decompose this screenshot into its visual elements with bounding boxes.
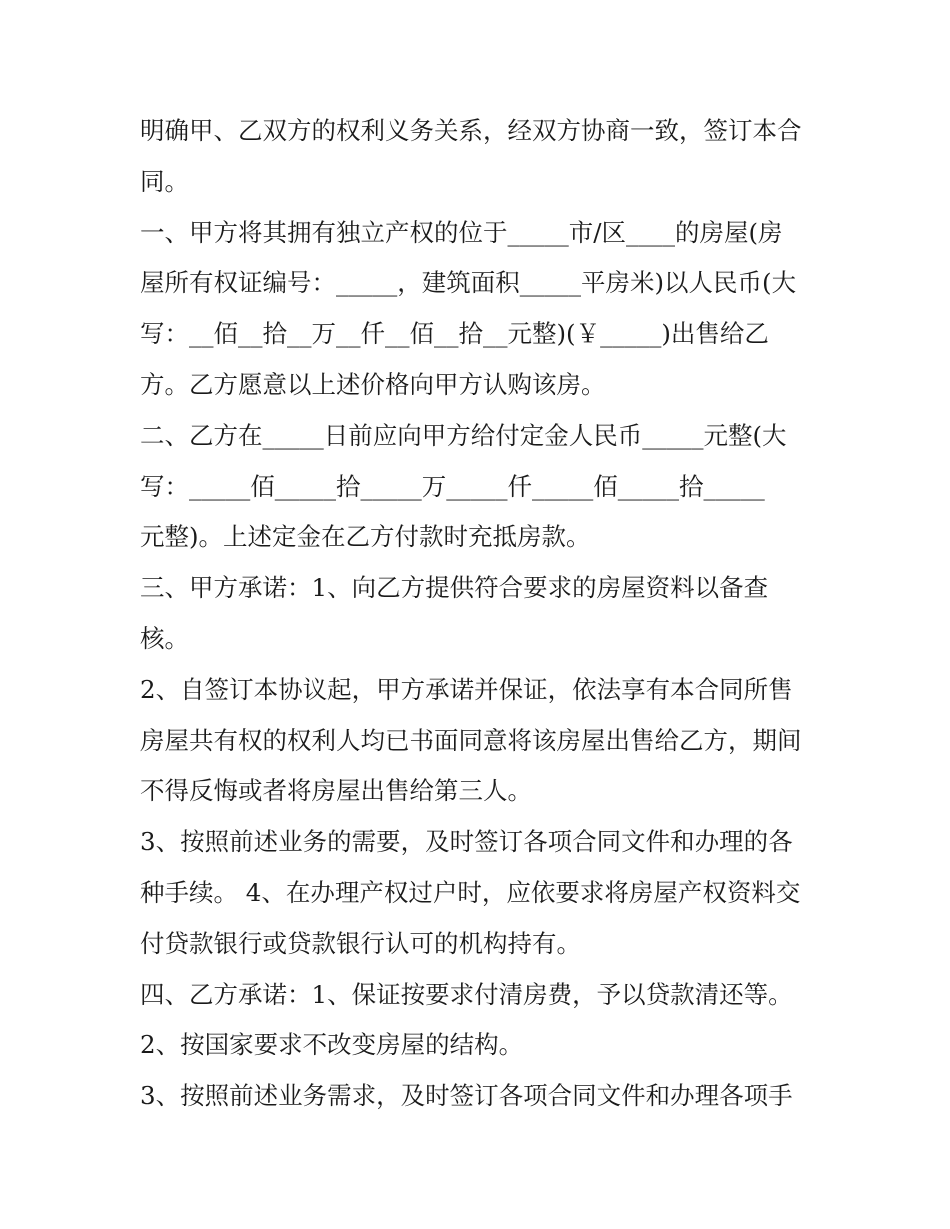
text-line: 2、按国家要求不改变房屋的结构。 xyxy=(140,1030,524,1060)
text-line: 二、乙方在_____日前应向甲方给付定金人民币_____元整(大 xyxy=(140,420,787,450)
contract-body xyxy=(140,106,812,1122)
text-line: 元整)。上述定金在乙方付款时充抵房款。 xyxy=(140,522,591,552)
text-line: 种手续。 4、在办理产权过户时，应依要求将房屋产权资料交 xyxy=(140,877,801,907)
text-line: 方。乙方愿意以上述价格向甲方认购该房。 xyxy=(140,369,606,399)
text-line: 三、甲方承诺：1、向乙方提供符合要求的房屋资料以备查 xyxy=(140,573,769,603)
text-line: 3、按照前述业务需求，及时签订各项合同文件和办理各项手 xyxy=(140,1081,793,1111)
text-line: 写：__佰__拾__万__仟__佰__拾__元整)(￥_____)出售给乙 xyxy=(140,319,769,349)
text-line: 写：_____佰_____拾_____万_____仟_____佰_____拾_____ xyxy=(140,471,765,501)
text-line: 明确甲、乙双方的权利义务关系，经双方协商一致，签订本合 xyxy=(140,116,802,145)
text-line: 一、甲方将其拥有独立产权的位于_____市/区____的房屋(房 xyxy=(140,217,783,247)
text-line: 房屋共有权的权利人均已书面同意将该房屋出售给乙方，期间 xyxy=(140,725,802,755)
text-line: 2、自签订本协议起，甲方承诺并保证，依法享有本合同所售 xyxy=(140,674,793,704)
text-line: 四、乙方承诺：1、保证按要求付清房费，予以贷款清还等。 xyxy=(140,979,793,1009)
text-line: 同。 xyxy=(140,166,189,196)
text-line: 不得反悔或者将房屋出售给第三人。 xyxy=(140,776,532,806)
text-line: 付贷款银行或贷款银行认可的机构持有。 xyxy=(140,928,581,958)
text-line: 屋所有权证编号：_____，建筑面积_____平房米)以人民币(大 xyxy=(140,268,797,298)
text-line: 3、按照前述业务的需要，及时签订各项合同文件和办理的各 xyxy=(140,827,793,857)
text-line: 核。 xyxy=(140,623,189,653)
